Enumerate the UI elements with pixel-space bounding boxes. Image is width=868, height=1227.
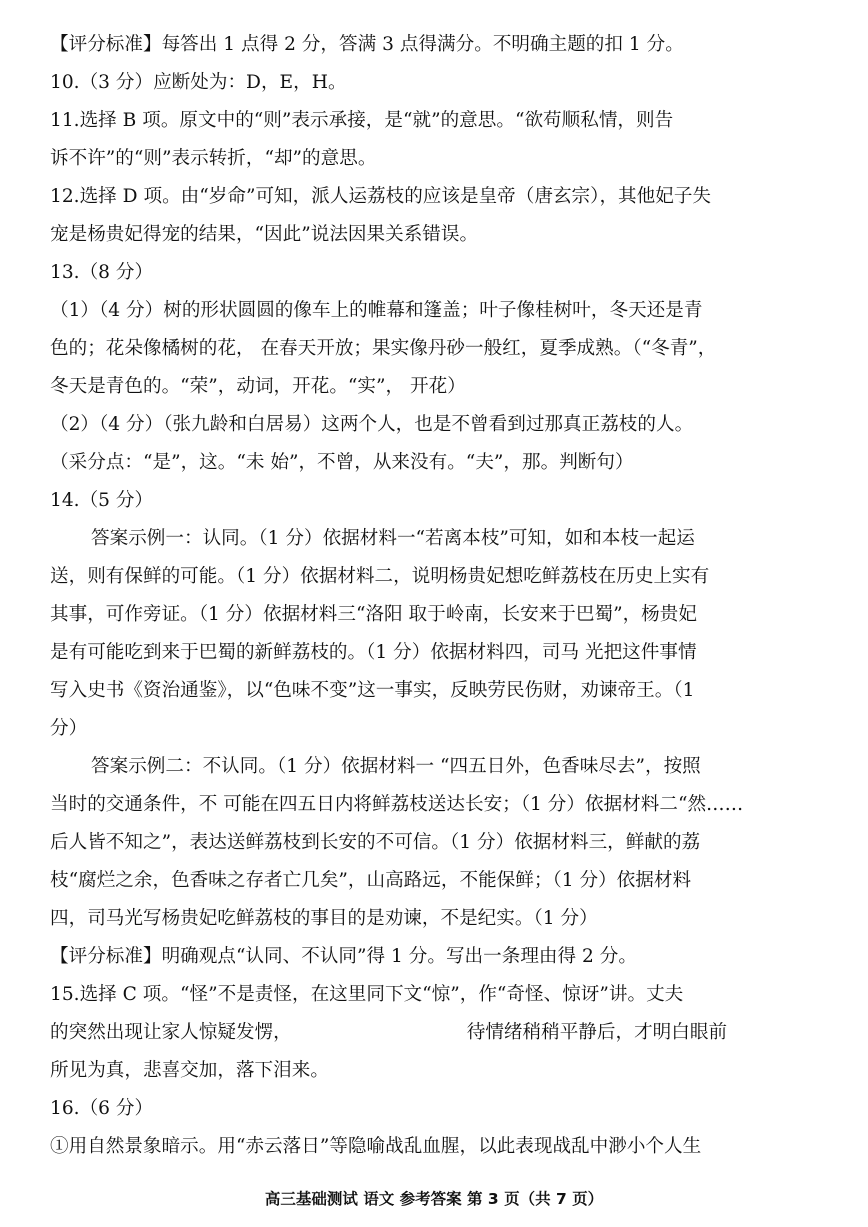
- text-line: 诉不许”的“则”表示转折，“却”的意思。: [50, 148, 377, 169]
- text-segment: 的突然出现让家人惊疑发愣，: [50, 1022, 292, 1043]
- text-line: 13.（8 分）: [50, 262, 154, 283]
- text-line: 10.（3 分）应断处为：D，E，H。: [50, 72, 347, 93]
- text-line: 四，司马光写杨贵妃吃鲜荔枝的事目的是劝谏，不是纪实。（1 分）: [50, 908, 598, 929]
- text-segment: 待情绪稍稍平静后，才明白眼前: [466, 1022, 728, 1043]
- text-line: 所见为真，悲喜交加，落下泪来。: [50, 1060, 329, 1081]
- text-line: （2）（4 分）（张九龄和白居易）这两个人，也是不曾看到过那真正荔枝的人。: [50, 414, 694, 435]
- text-line: 【评分标准】明确观点“认同、不认同”得 1 分。写出一条理由得 2 分。: [50, 946, 637, 967]
- text-line: 是有可能吃到来于巴蜀的新鲜荔枝的。（1 分）依据材料四，司马 光把这件事情: [50, 642, 697, 663]
- text-line: 【评分标准】每答出 1 点得 2 分，答满 3 点得满分。不明确主题的扣 1 分。: [50, 34, 684, 55]
- text-line: （采分点：“是”，这。“未 始”，不曾，从来没有。“夫”，那。判断句）: [50, 452, 634, 473]
- text-line: 写入史书《资治通鉴》，以“色味不变”这一事实，反映劳民伤财，劝谏帝王。（1: [50, 680, 695, 701]
- text-line: 宠是杨贵妃得宠的结果，“因此”说法因果关系错误。: [50, 224, 479, 245]
- text-line: 其事，可作旁证。（1 分）依据材料三“洛阳 取于岭南，长安来于巴蜀”，杨贵妃: [50, 604, 697, 625]
- text-line: 送，则有保鲜的可能。（1 分）依据材料二，说明杨贵妃想吃鲜荔枝在历史上实有: [50, 566, 710, 587]
- text-line: 15.选择 C 项。“怪”不是责怪，在这里同下文“惊”，作“奇怪、惊讶”讲。丈夫: [50, 984, 684, 1005]
- text-line: 冬天是青色的。“荣”，动词，开花。“实”， 开花）: [50, 376, 466, 397]
- text-line: 分）: [50, 718, 88, 739]
- page-footer: 高三基础测试 语文 参考答案 第 3 页（共 7 页）: [264, 1190, 604, 1208]
- text-line: 14.（5 分）: [50, 490, 154, 511]
- text-line: 当时的交通条件，不 可能在四五日内将鲜荔枝送达长安；（1 分）依据材料二“然……: [50, 794, 744, 815]
- text-line: 11.选择 B 项。原文中的“则”表示承接，是“就”的意思。“欲苟顺私情，则告: [50, 110, 674, 131]
- text-line: ①用自然景象暗示。用“赤云落日”等隐喻战乱血腥，以此表现战乱中渺小个人生: [50, 1136, 702, 1157]
- text-line: 答案示例一：认同。（1 分）依据材料一“若离本枝”可知，如和本枝一起运: [91, 528, 695, 549]
- text-line: （1）（4 分）树的形状圆圆的像车上的帷幕和篷盖；叶子像桂树叶，冬天还是青: [50, 300, 703, 321]
- text-line: 色的；花朵像橘树的花， 在春天开放；果实像丹砂一般红，夏季成熟。（“冬青”，: [50, 338, 717, 359]
- text-line: 答案示例二：不认同。（1 分）依据材料一 “四五日外，色香味尽去”，按照: [91, 756, 701, 777]
- text-line: [50, 1020, 826, 1046]
- text-line: 后人皆不知之”，表达送鲜荔枝到长安的不可信。（1 分）依据材料三，鲜献的荔: [50, 832, 701, 853]
- text-line: 枝“腐烂之余，色香味之存者亡几矣”，山高路远，不能保鲜；（1 分）依据材料: [50, 870, 692, 891]
- text-line: 12.选择 D 项。由“岁命”可知，派人运荔枝的应该是皇帝（唐玄宗），其他妃子失: [50, 186, 712, 207]
- text-line: 16.（6 分）: [50, 1098, 154, 1119]
